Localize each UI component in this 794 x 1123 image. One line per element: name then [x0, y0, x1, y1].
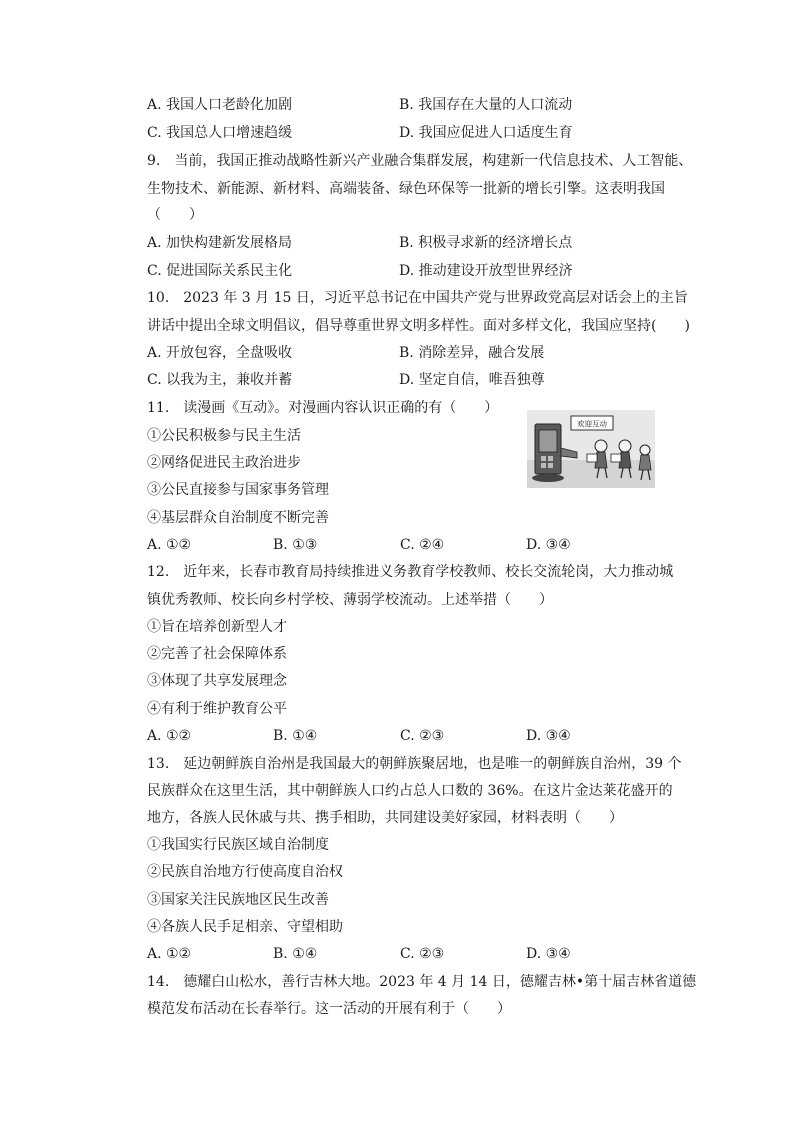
- q12-option-d: D. ③④: [526, 728, 571, 744]
- q11-stem: 11. 读漫画《互动》。对漫画内容认识正确的有（ ）: [147, 400, 499, 416]
- q12-option-c: C. ②③: [400, 728, 445, 744]
- q13-stem-line-3: 地方，各族人民休戚与共、携手相助，共同建设美好家园，材料表明（ ）: [147, 810, 623, 826]
- q11-item-3: ③公民直接参与国家事务管理: [147, 482, 329, 498]
- q9-answer-blank: （ ）: [147, 207, 203, 223]
- q11-item-2: ②网络促进民主政治进步: [147, 455, 301, 471]
- q13-stem-line-1: 13. 延边朝鲜族自治州是我国最大的朝鲜族聚居地，也是唯一的朝鲜族自治州，39 个: [147, 756, 682, 772]
- q11-option-d: D. ③④: [526, 537, 571, 553]
- q9-stem-line-1: 9. 当前，我国正推动战略性新兴产业融合集群发展，构建新一代信息技术、人工智能、: [147, 153, 693, 169]
- q12-stem-line-1: 12. 近年来，长春市教育局持续推进义务教育学校教师、校长交流轮岗，大力推动城: [147, 564, 674, 580]
- q13-item-3: ③国家关注民族地区民生改善: [147, 892, 329, 908]
- q8-option-c: C. 我国总人口增速趋缓: [147, 125, 293, 141]
- q8-option-a: A. 我国人口老龄化加剧: [147, 97, 293, 113]
- q12-item-3: ③体现了共享发展理念: [147, 673, 287, 689]
- q13-item-4: ④各族人民手足相亲、守望相助: [147, 919, 343, 935]
- q11-option-c: C. ②④: [400, 537, 445, 553]
- q10-option-a: A. 开放包容，全盘吸收: [147, 345, 293, 361]
- q9-option-c: C. 促进国际关系民主化: [147, 263, 293, 279]
- q10-stem-line-2: 讲话中提出全球文明倡议，倡导尊重世界文明多样性。面对多样文化，我国应坚持( ): [147, 318, 690, 334]
- q14-stem-line-1: 14. 德耀白山松水，善行吉林大地。2023 年 4 月 14 日，德耀吉林•第十届吉林省道德: [147, 974, 697, 990]
- q13-stem-line-2: 民族群众在这里生活，其中朝鲜族人口约占总人口数的 36%。在这片金达莱花盛开的: [147, 783, 673, 799]
- q12-option-a: A. ①②: [147, 728, 192, 744]
- q11-item-4: ④基层群众自治制度不断完善: [147, 510, 329, 526]
- q13-option-b: B. ①④: [273, 946, 318, 962]
- q10-option-b: B. 消除差异，融合发展: [399, 345, 545, 361]
- q8-option-b: B. 我国存在大量的人口流动: [399, 97, 573, 113]
- q9-option-d: D. 推动建设开放型世界经济: [399, 263, 573, 279]
- q12-option-b: B. ①④: [273, 728, 318, 744]
- q13-option-c: C. ②③: [400, 946, 445, 962]
- q10-option-c: C. 以我为主，兼收并蓄: [147, 372, 293, 388]
- q11-option-a: A. ①②: [147, 537, 192, 553]
- q12-stem-line-2: 镇优秀教师、校长向乡村学校、薄弱学校流动。上述举措（ ）: [147, 592, 553, 608]
- cartoon-sign-text: 欢迎互动: [577, 419, 607, 429]
- q12-item-4: ④有利于维护教育公平: [147, 701, 287, 717]
- q8-option-d: D. 我国应促进人口适度生育: [399, 125, 573, 141]
- q9-option-b: B. 积极寻求新的经济增长点: [399, 235, 573, 251]
- q11-item-1: ①公民积极参与民主生活: [147, 428, 301, 444]
- q9-option-a: A. 加快构建新发展格局: [147, 235, 293, 251]
- q13-item-2: ②民族自治地方行使高度自治权: [147, 864, 343, 880]
- q10-option-d: D. 坚定自信，唯吾独尊: [399, 372, 545, 388]
- q14-stem-line-2: 模范发布活动在长春举行。这一活动的开展有利于（ ）: [147, 1001, 511, 1017]
- q12-item-1: ①旨在培养创新型人才: [147, 619, 287, 635]
- q12-item-2: ②完善了社会保障体系: [147, 646, 287, 662]
- interaction-cartoon: [527, 410, 655, 488]
- q13-item-1: ①我国实行民族区域自治制度: [147, 837, 329, 853]
- q13-option-a: A. ①②: [147, 946, 192, 962]
- q13-option-d: D. ③④: [526, 946, 571, 962]
- q10-stem-line-1: 10. 2023 年 3 月 15 日，习近平总书记在中国共产党与世界政党高层对话会上的主旨: [147, 290, 688, 306]
- q11-option-b: B. ①③: [273, 537, 318, 553]
- q9-stem-line-2: 生物技术、新能源、新材料、高端装备、绿色环保等一批新的增长引擎。这表明我国: [147, 181, 665, 197]
